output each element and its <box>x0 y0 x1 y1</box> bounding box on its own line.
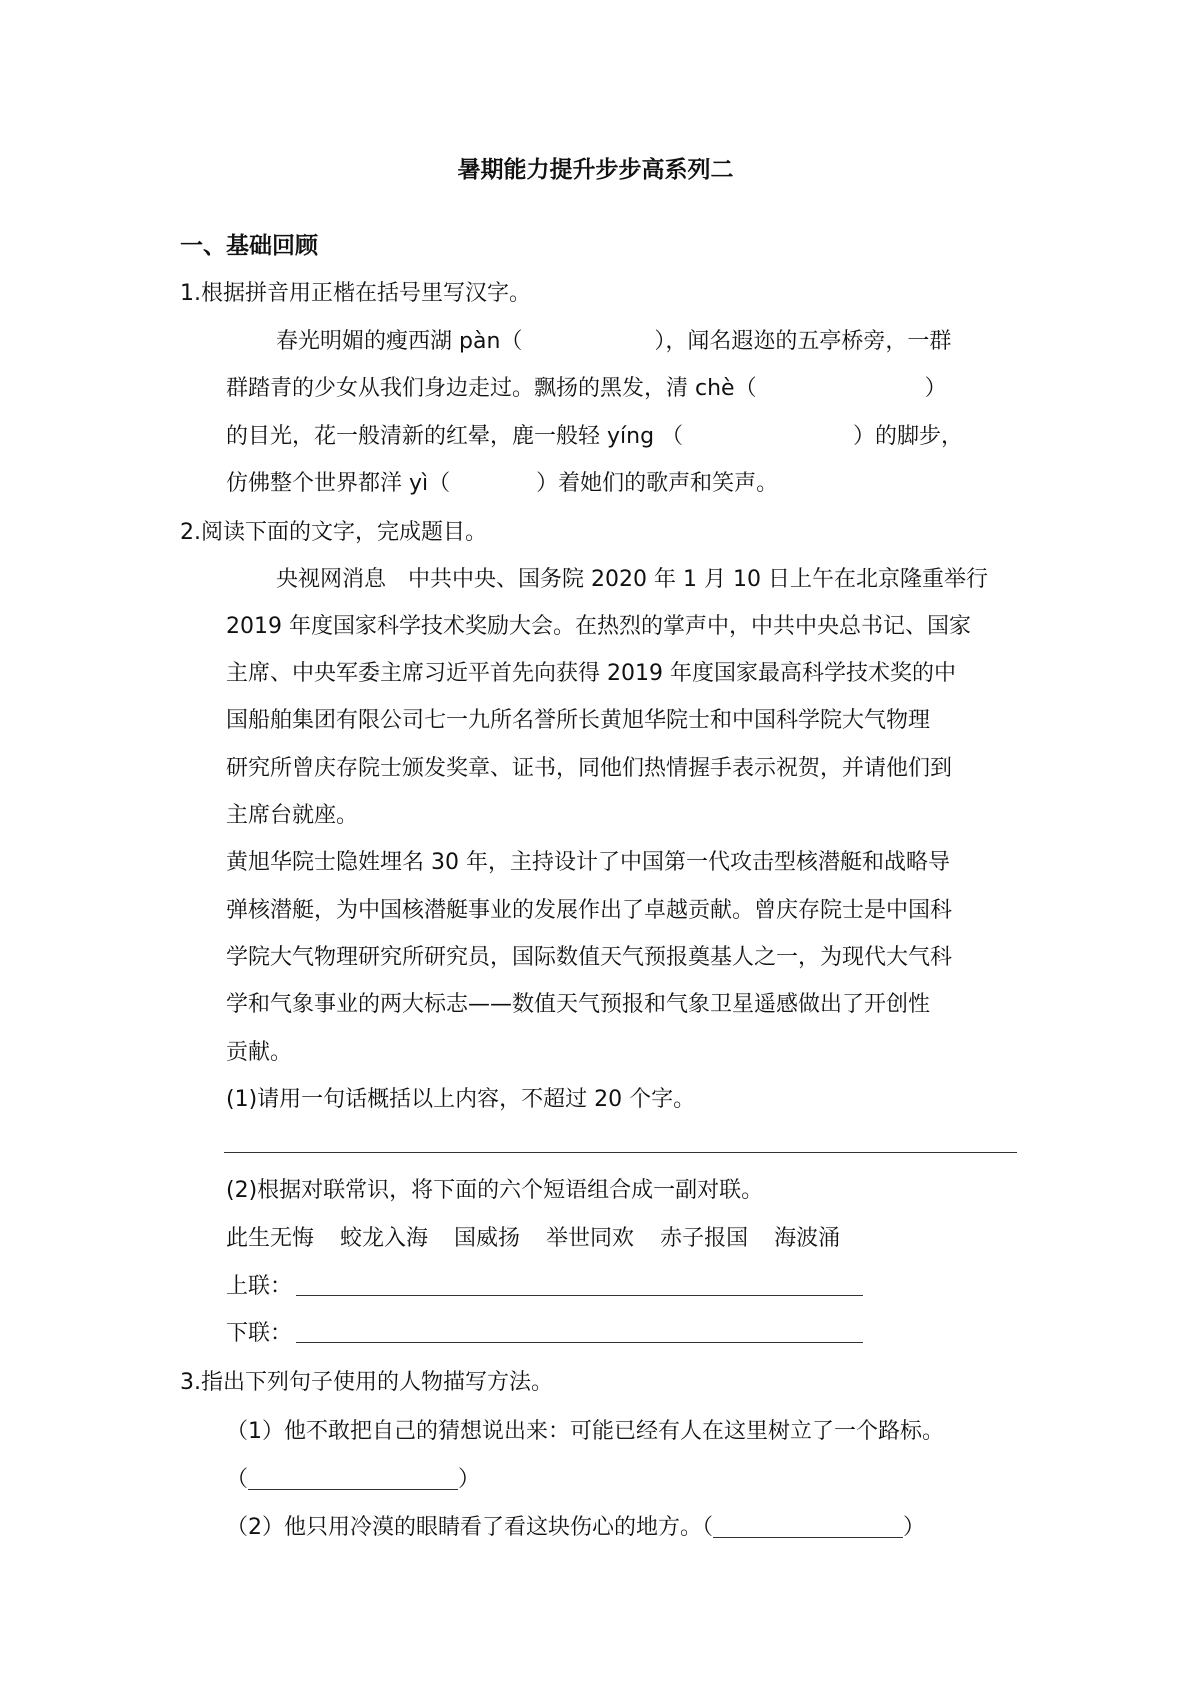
passage-line: 2019 年度国家科学技术奖励大会。在热烈的掌声中，中共中央总书记、国家 <box>226 614 971 639</box>
answer-line[interactable] <box>224 1152 1017 1153</box>
question-3-sentence-1: （1）他不敢把自己的猜想说出来：可能已经有人在这里树立了一个路标。 <box>226 1419 944 1444</box>
upper-couplet-label: 上联： <box>226 1274 293 1299</box>
passage-line: 学院大气物理研究所研究员，国际数值天气预报奠基人之一，为现代大气科 <box>226 945 953 970</box>
bracket-close: ） <box>903 1515 926 1540</box>
question-1-line-2 <box>226 374 947 404</box>
question-3-answer-1 <box>226 1465 480 1495</box>
passage-line: 贡献。 <box>226 1040 293 1065</box>
passage-line: 主席台就座。 <box>226 803 359 828</box>
answer-blank[interactable] <box>248 1467 458 1490</box>
page-title: 暑期能力提升步步高系列二 <box>457 157 734 183</box>
q1-text: 的目光，花一般清新的红晕，鹿一般轻 yíng （ <box>226 424 684 449</box>
question-3-prompt: 3.指出下列句子使用的人物描写方法。 <box>180 1370 553 1395</box>
answer-blank[interactable] <box>713 1515 903 1538</box>
question-1-line-4 <box>226 469 778 499</box>
passage-line: 研究所曾庆存院士颁发奖章、证书，同他们热情握手表示祝贺，并请他们到 <box>226 756 953 781</box>
lower-couplet-answer-line[interactable] <box>296 1342 863 1343</box>
q1-text: 仿佛整个世界都洋 yì（ <box>226 471 451 496</box>
passage-line: 弹核潜艇，为中国核潜艇事业的发展作出了卓越贡献。曾庆存院士是中国科 <box>226 898 953 923</box>
upper-couplet-answer-line[interactable] <box>296 1295 863 1296</box>
passage-line: 主席、中央军委主席习近平首先向获得 2019 年度国家最高科学技术奖的中 <box>226 661 956 686</box>
q1-text: ） <box>924 376 947 401</box>
phrase: 国威扬 <box>454 1226 521 1251</box>
passage-line: 黄旭华院士隐姓埋名 30 年，主持设计了中国第一代攻击型核潜艇和战略导 <box>226 850 950 875</box>
q1-text: ）着她们的歌声和笑声。 <box>536 471 779 496</box>
q1-text: 群踏青的少女从我们身边走过。飘扬的黑发，清 chè（ <box>226 376 757 401</box>
lower-couplet-label: 下联： <box>226 1321 293 1346</box>
question-1-line-1 <box>276 327 951 357</box>
passage-line: 国船舶集团有限公司七一九所名誉所长黄旭华院士和中国科学院大气物理 <box>226 708 931 733</box>
question-3-sentence-2 <box>226 1513 925 1543</box>
q1-text: ）的脚步， <box>853 424 964 449</box>
phrase: 赤子报国 <box>660 1226 749 1251</box>
passage-line: 学和气象事业的两大标志——数值天气预报和气象卫星遥感做出了开创性 <box>226 992 931 1017</box>
bracket-open: （ <box>226 1467 249 1492</box>
phrase: 举世同欢 <box>546 1226 635 1251</box>
question-1-prompt: 1.根据拼音用正楷在括号里写汉字。 <box>180 281 531 306</box>
phrase-list <box>226 1224 840 1254</box>
phrase: 蛟龙入海 <box>340 1226 429 1251</box>
sentence-text: （2）他只用冷漠的眼睛看了看这块伤心的地方。（ <box>226 1515 713 1540</box>
sub-question-2: (2)根据对联常识，将下面的六个短语组合成一副对联。 <box>226 1178 764 1203</box>
q1-text: ），闻名遐迩的五亭桥旁，一群 <box>654 329 952 354</box>
sub-question-1: (1)请用一句话概括以上内容，不超过 20 个字。 <box>226 1087 696 1112</box>
passage-line: 央视网消息 中共中央、国务院 2020 年 1 月 10 日上午在北京隆重举行 <box>276 567 988 592</box>
question-2-prompt: 2.阅读下面的文字，完成题目。 <box>180 520 487 545</box>
q1-text: 春光明媚的瘦西湖 pàn（ <box>276 329 523 354</box>
phrase: 海波涌 <box>774 1226 841 1251</box>
phrase: 此生无悔 <box>226 1226 315 1251</box>
section-heading: 一、基础回顾 <box>180 233 318 259</box>
question-1-line-3 <box>226 422 963 452</box>
bracket-close: ） <box>458 1467 481 1492</box>
